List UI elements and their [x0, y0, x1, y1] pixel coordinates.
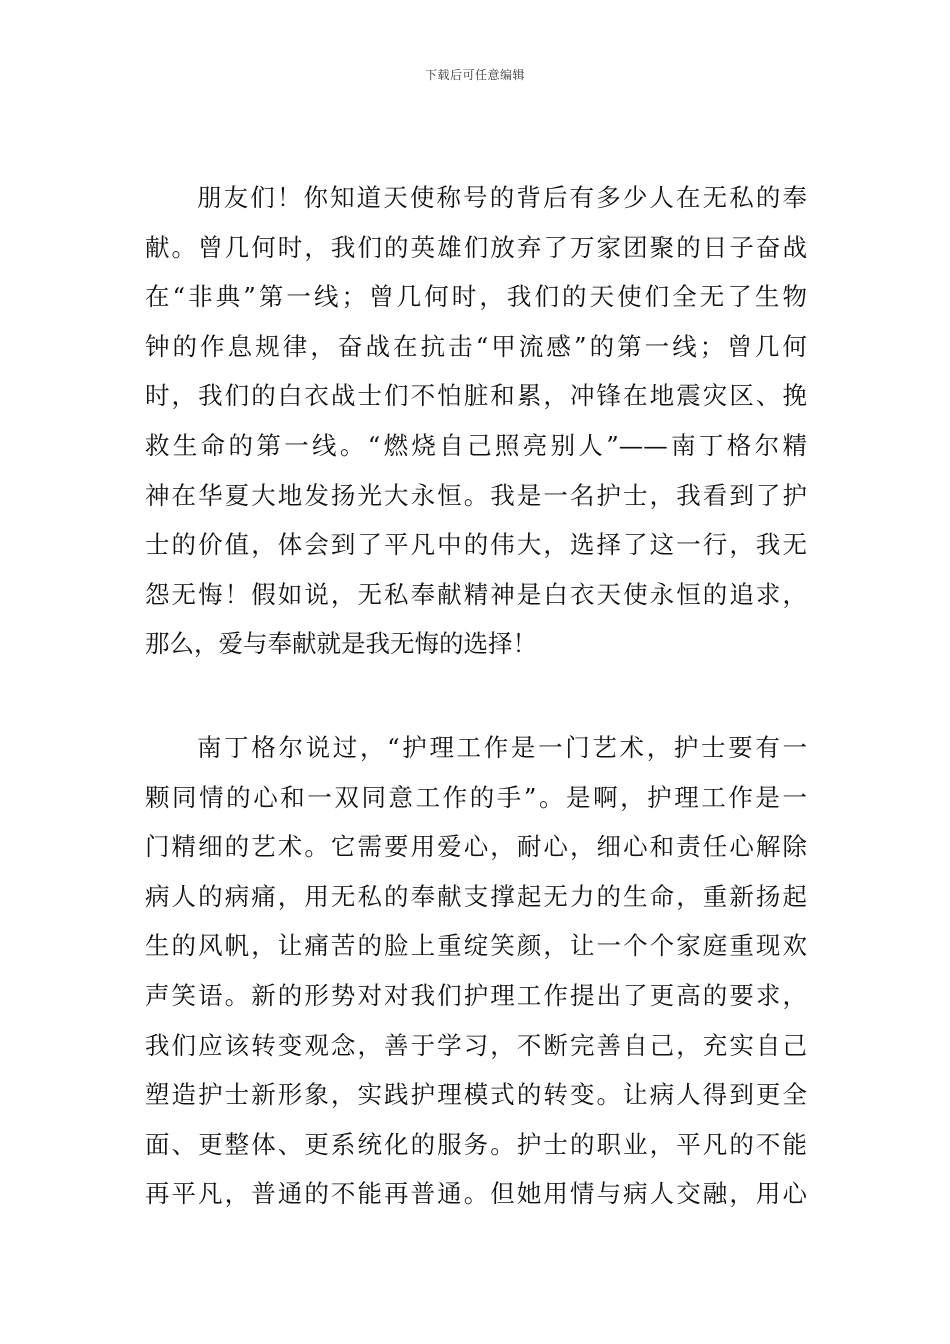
text-line: 生的风帆，让痛苦的脸上重绽笑颜，让一个个家庭重现欢	[145, 931, 807, 961]
text-line: 怨无悔！假如说，无私奉献精神是白衣天使永恒的追求，	[145, 579, 807, 609]
text-line: 我们应该转变观念，善于学习，不断完善自己，充实自己	[145, 1030, 807, 1060]
text-line: 病人的病痛，用无私的奉献支撑起无力的生命，重新扬起	[145, 881, 807, 911]
text-line: 神在华夏大地发扬光大永恒。我是一名护士，我看到了护	[145, 480, 807, 510]
paragraph-1	[145, 173, 807, 669]
text-line: 钟的作息规律，奋战在抗击“甲流感”的第一线；曾几何	[145, 331, 807, 361]
text-line: 那么，爱与奉献就是我无悔的选择！	[145, 629, 537, 659]
text-line: 在“非典”第一线；曾几何时，我们的天使们全无了生物	[145, 282, 807, 312]
text-line: 士的价值，体会到了平凡中的伟大，选择了这一行，我无	[145, 530, 807, 560]
text-line: 时，我们的白衣战士们不怕脏和累，冲锋在地震灾区、挽	[145, 381, 807, 411]
text-line: 救生命的第一线。“燃烧自己照亮别人”——南丁格尔精	[145, 430, 807, 460]
text-line: 门精细的艺术。它需要用爱心，耐心，细心和责任心解除	[145, 832, 807, 862]
text-line: 再平凡，普通的不能再普通。但她用情与病人交融，用心	[145, 1179, 807, 1209]
text-line: 塑造护士新形象，实践护理模式的转变。让病人得到更全	[145, 1080, 807, 1110]
text-line: 朋友们！你知道天使称号的背后有多少人在无私的奉	[197, 183, 807, 212]
text-line: 献。曾几何时，我们的英雄们放弃了万家团聚的日子奋战	[145, 232, 807, 262]
text-line: 声笑语。新的形势对对我们护理工作提出了更高的要求，	[145, 980, 807, 1010]
page-header: 下载后可任意编辑	[424, 68, 525, 82]
paragraph-2	[145, 723, 807, 1219]
text-line: 颗同情的心和一双同意工作的手”。是啊，护理工作是一	[145, 782, 807, 812]
text-line: 南丁格尔说过，“护理工作是一门艺术，护士要有一	[197, 733, 807, 762]
text-line: 面、更整体、更系统化的服务。护士的职业，平凡的不能	[145, 1129, 807, 1159]
